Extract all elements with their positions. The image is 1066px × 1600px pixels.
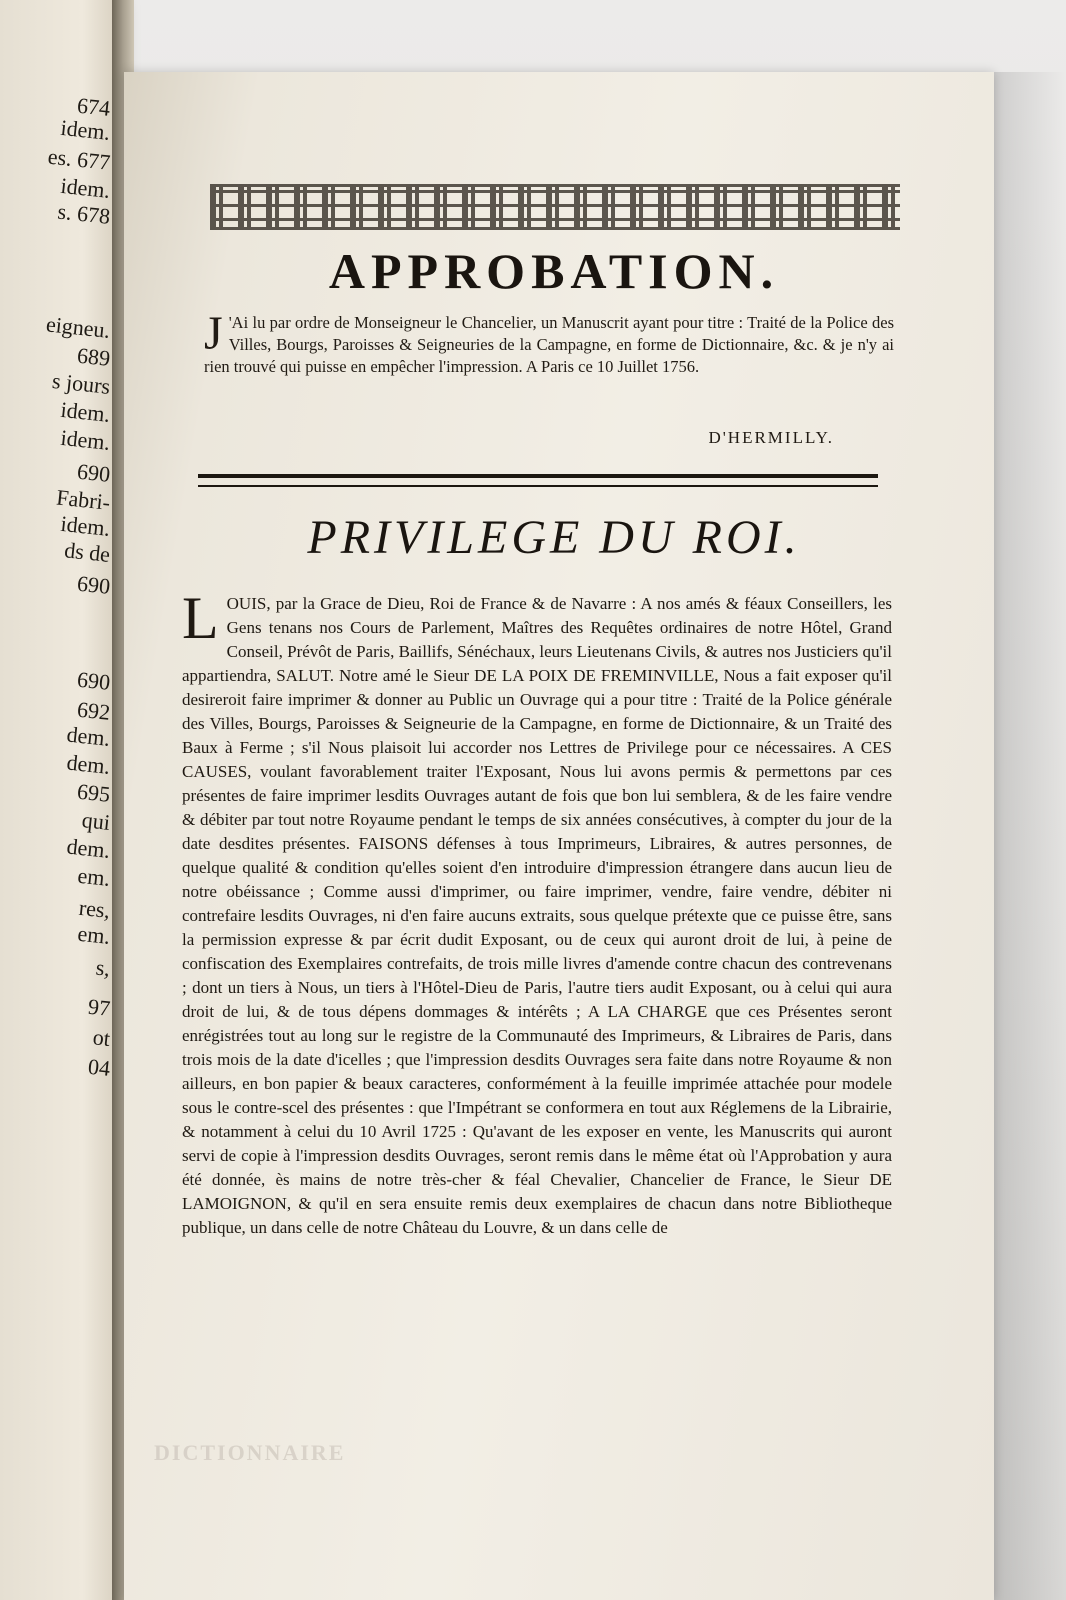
approbation-heading: APPROBATION. xyxy=(328,243,780,299)
privilege-dropcap: L xyxy=(182,585,219,651)
left-margin-fragment: 97 xyxy=(86,993,112,1021)
left-margin-fragment: s, xyxy=(94,954,112,981)
left-margin-fragment: 04 xyxy=(86,1053,112,1081)
left-margin-fragment: 695 xyxy=(75,778,112,807)
left-margin-fragment: idem. xyxy=(59,510,112,541)
left-margin-fragment: ot xyxy=(91,1024,112,1051)
left-margin-fragment: 690 xyxy=(75,458,112,487)
approbation-body: 'Ai lu par ordre de Monseigneur le Chancelier, un Manuscrit ayant pour titre : Traité de la Police des Villes, Bourgs, Paroisses & Seigneuries de la Campagne, en forme de Dictionnaire, &c. & je n'y ai rien trouvé qui puisse en empêcher l'impression. A Paris ce 10 Juillet 1756. xyxy=(204,313,894,376)
approbation-paragraph xyxy=(204,307,894,378)
left-margin-fragment: idem. xyxy=(59,114,112,145)
left-margin-fragment: dem. xyxy=(65,749,112,779)
left-margin-fragment: res, xyxy=(77,894,112,923)
left-margin-fragment: dem. xyxy=(65,721,112,751)
privilege-paragraph xyxy=(182,585,892,1240)
left-margin-fragment: Fabri- xyxy=(55,484,112,515)
left-margin-fragment: eigneu. xyxy=(44,311,112,343)
left-margin-fragment: idem. xyxy=(59,424,112,455)
left-margin-fragment: idem. xyxy=(59,172,112,203)
double-rule-divider xyxy=(198,474,878,487)
left-margin-fragment: es. 677 xyxy=(46,143,112,175)
approbation-signature: D'HERMILLY. xyxy=(708,428,834,447)
left-margin-fragment: s jours xyxy=(51,368,112,399)
left-margin-fragment: 690 xyxy=(75,666,112,695)
right-page xyxy=(124,72,994,1600)
privilege-heading: PRIVILEGE DU ROI. xyxy=(307,511,801,564)
left-margin-fragment: dem. xyxy=(65,833,112,863)
left-margin-fragment: 692 xyxy=(75,696,112,725)
left-margin-fragment: idem. xyxy=(59,396,112,427)
left-margin-fragment: qui xyxy=(80,807,112,835)
approbation-dropcap: J xyxy=(204,307,223,360)
page-edge-shadow xyxy=(994,72,1066,1600)
left-margin-fragment: em. xyxy=(76,920,112,949)
left-margin-fragment: ds de xyxy=(63,537,112,567)
left-margin-fragment: em. xyxy=(76,862,112,891)
left-margin-fragment: 674 xyxy=(75,92,112,121)
decorative-ornament-band xyxy=(210,184,900,230)
left-margin-fragment: s. 678 xyxy=(56,198,112,229)
left-margin-fragment: 689 xyxy=(75,342,112,371)
left-margin-fragment: 690 xyxy=(75,570,112,599)
show-through-offset-text: DICTIONNAIRE xyxy=(154,1440,346,1465)
left-page-edge xyxy=(0,0,118,1600)
privilege-body: OUIS, par la Grace de Dieu, Roi de France & de Navarre : A nos amés & féaux Conseillers, les Gens tenans nos Cours de Parlement, Maîtres des Requêtes ordinaires de notre Hôtel, Grand Conseil, Prévôt de Paris, Baillifs, Sénéchaux, leurs Lieutenans Civils, & autres nos Justiciers qu'il appartiendra, SALUT. Notre amé le Sieur DE LA POIX DE FREMINVILLE, Nous a fait exposer qu'il desireroit faire imprimer & donner au Public un Ouvrage qui a pour titre : Traité de la Police générale des Villes, Bourgs, Paroisses & Seigneurie de la Campagne, en forme de Dictionnaire, & un Traité des Baux à Ferme ; s'il Nous plaisoit lui accorder nos Lettres de Privilege pour ce nécessaires. A CES CAUSES, voulant favorablement traiter l'Exposant, Nous lui avons permis & permettons par ces présentes de faire imprimer lesdits Ouvrages autant de fois que bon lui semblera, & de les faire vendre & débiter par tout notre Royaume pendant le temps de six années consécutives, à compter du jour de la date desdites présentes. FAISONS défenses à tous Imprimeurs, Libraires, & autres personnes, de quelque qualité & condition qu'elles soient d'en introduire d'impression étrangere dans aucun lieu de notre obéissance ; Comme aussi d'imprimer, ou faire imprimer, vendre, faire vendre, débiter ni contrefaire lesdits Ouvrages, ni d'en faire aucuns extraits, sous quelque prétexte que ce puisse être, sans la permission expresse & par écrit dudit Exposant, ou de ceux qui auront droit de lui, à peine de confiscation des Exemplaires contrefaits, de trois mille livres d'amende contre chacun des contrevenans ; dont un tiers à Nous, un tiers à l'Hôtel-Dieu de Paris, l'autre tiers audit Exposant, ou à celui qui aura droit de lui, & de tous dépens dommages & intérêts ; A LA CHARGE que ces Présentes seront enrégistrées tout au long sur le registre de la Communauté des Imprimeurs, & Libraires de Paris, dans trois mois de la date d'icelles ; que l'impression desdits Ouvrages sera faite dans notre Royaume & non ailleurs, en bon papier & beaux caracteres, conformément à la feuille imprimée attachée pour modele sous le contre-scel des présentes : que l'Impétrant se conformera en tout aux Réglemens de la Librairie, & notamment à celui du 10 Avril 1725 : Qu'avant de les exposer en vente, les Manuscrits qui auront servi de copie à l'impression desdits Ouvrages, seront remis dans le même état où l'Approbation y aura été donnée, ès mains de notre très-cher & féal Chevalier, Chancelier de France, le Sieur DE LAMOIGNON, & qu'il en sera ensuite remis deux exemplaires de chacun dans notre Bibliotheque publique, un dans celle de notre Château du Louvre, & un dans celle de xyxy=(182,594,892,1237)
